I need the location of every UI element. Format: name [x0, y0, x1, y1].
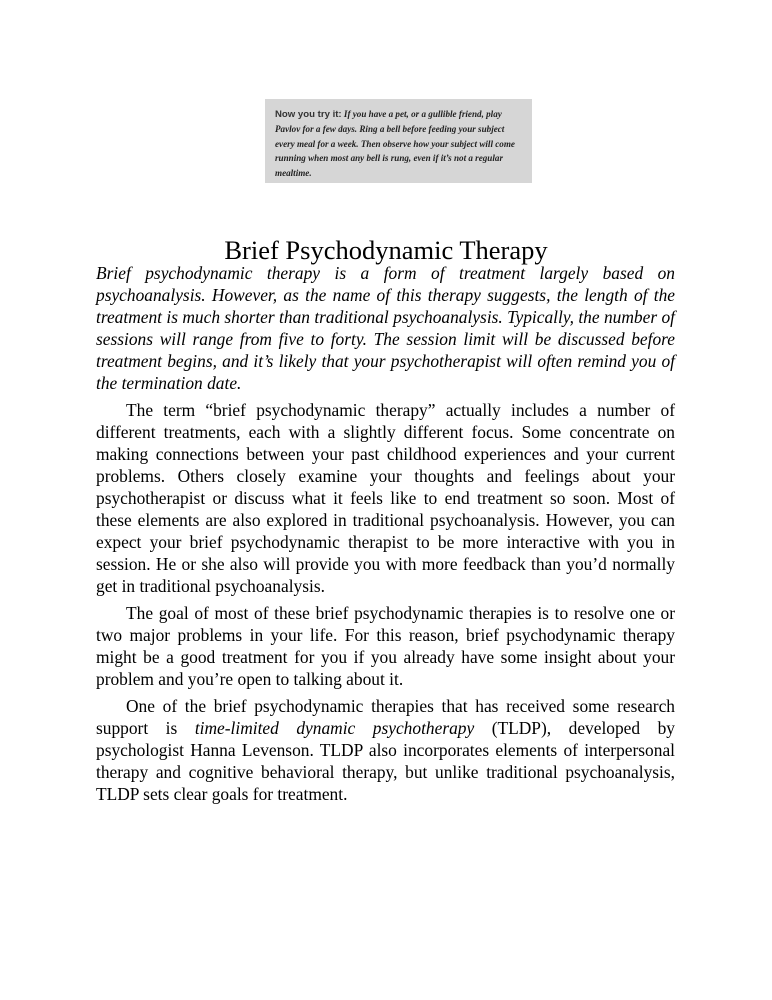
tldp-text-before: One of the brief psychodynamic therapies that has received some research support is — [96, 696, 675, 738]
intro-paragraph: Brief psychodynamic therapy is a form of treatment largely based on psychoanalysis. However, as the name of this therapy suggests, the length of the treatment is much shorter than traditional psychoanalysis. Typically, the number of sessions will range from five to forty. The session limit will be discussed before treatment begins, and it’s likely that your psychotherapist will often remind you of the termination date. — [96, 263, 675, 393]
section-title: Brief Psychodynamic Therapy — [224, 234, 548, 265]
callout-body: If you have a pet, or a gullible friend, play Pavlov for a few days. Ring a bell before feeding your subject every meal for a week. Then observe how your subject will come running when most any bell is rung, even if it’s not a regular mealtime. — [275, 109, 515, 178]
callout-lead: Now you try it: — [275, 109, 342, 120]
paragraph-goal: The goal of most of these brief psychodynamic therapies is to resolve one or two major problems in your life. For this reason, brief psychodynamic therapy might be a good treatment for you if you already have some insight about your problem and you’re open to talking about it. — [96, 603, 675, 689]
body-text — [96, 262, 675, 810]
paragraph-treatments: The term “brief psychodynamic therapy” actually includes a number of different treatments, each with a slightly different focus. Some concentrate on making connections between your past childhood experiences and your current problems. Others closely examine your thoughts and feelings about your psychotherapist or discuss what it feels like to end treatment so soon. Most of these elements are also explored in traditional psychoanalysis. However, you can expect your brief psychodynamic therapist to be more interactive with you in session. He or she also will provide you with more feedback than you’d normally get in traditional psychoanalysis. — [96, 400, 675, 596]
tldp-term: time-limited dynamic psychotherapy — [194, 718, 475, 738]
tldp-text-after: (TLDP), developed by psychologist Hanna Levenson. TLDP also incorporates elements of interpersonal therapy and cognitive behavioral therapy, but unlike traditional psychoanalysis, TLDP sets clear goals for treatment. — [96, 718, 676, 804]
now-you-try-it-callout — [265, 99, 532, 183]
paragraph-tldp — [96, 695, 675, 805]
